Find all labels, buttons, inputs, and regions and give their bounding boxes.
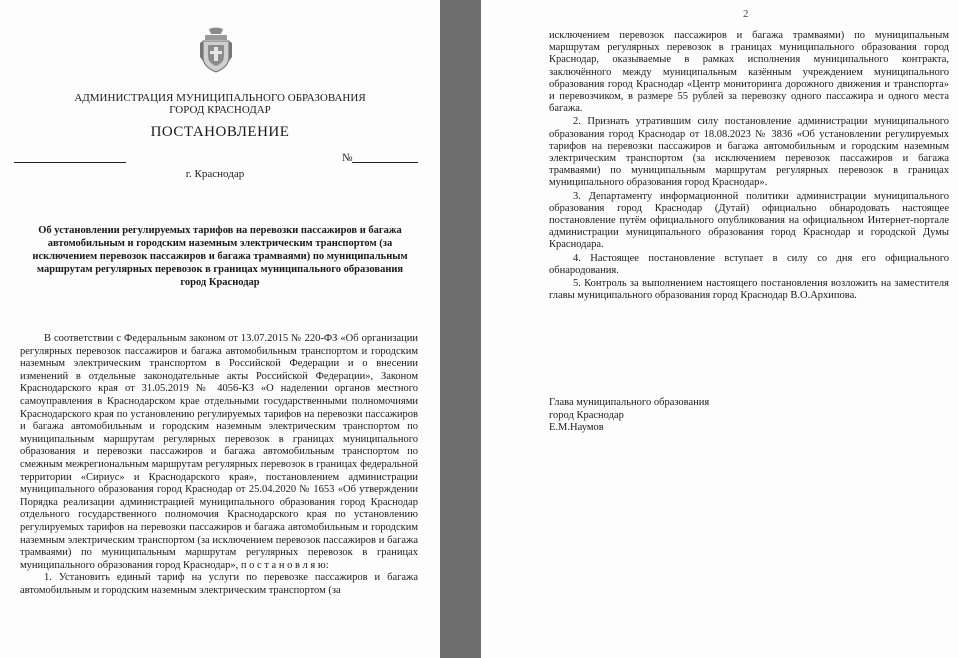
item-5: 5. Контроль за выполнением настоящего постановления возложить на заместителя главы муниципального образования город Краснодар В.О.Архипова. — [549, 278, 949, 302]
coat-of-arms-emblem — [199, 27, 233, 73]
document-body-page-2 — [549, 30, 949, 302]
org-line-1: АДМИНИСТРАЦИЯ МУНИЦИПАЛЬНОГО ОБРАЗОВАНИЯ — [74, 92, 366, 104]
number-blank-line — [352, 162, 418, 163]
signature-block — [549, 397, 849, 435]
item-1-start: 1. Установить единый тариф на услуги по перевозке пассажиров и багажа автомобильным и городским наземным электрическим транспортом (за — [20, 572, 418, 596]
item-1-continuation: исключением перевозок пассажиров и багажа трамваями) по муниципальным маршрутам регулярных перевозок в границах муниципального образования город Краснодар, оказываемые в рамках исполнения муниципального контракта, заключённого между муниципальным казённым учреждением муниципального образования город Краснодар «Центр мониторинга дорожного движения и транспорта» и перевозчиком, в размере 55 рублей за перевозку одного пассажира и одного места багажа. — [549, 30, 949, 115]
item-3: 3. Департаменту информационной политики администрации муниципального образования город Краснодар (Дутай) официально обнародовать настоящее постановление путём официального опубликования на официальном Интернет-портале администрации муниципального образования город Краснодар и городской Думы Краснодара. — [549, 190, 949, 251]
signature-title-line-2: город Краснодар — [549, 409, 624, 421]
document-title: Об установлении регулируемых тарифов на перевозки пассажиров и багажа автомобильным и городским наземным электрическим транспортом (за исключением перевозок пассажиров и багажа трамваями) по муниципальным маршрутам регулярных перевозок в границах муниципального образования город Краснодар — [32, 225, 408, 288]
page-number: 2 — [743, 8, 749, 20]
signatory-name: Е.М.Наумов — [549, 422, 604, 433]
signature-title-line-1: Глава муниципального образования — [549, 397, 710, 408]
preamble-paragraph: В соответствии с Федеральным законом от 13.07.2015 № 220-ФЗ «Об организации регулярных перевозок пассажиров и багажа автомобильным транспортом и городским наземным электрическим транспортом в Российской Федерации и о внесении изменений в отдельные законодательные акты Российской Федерации», Законом Краснодарского края от 31.05.2019 № 4056-КЗ «О наделении органов местного самоуправления в Краснодарском крае отдельными государственными полномочиями Краснодарского края по установлению регулируемых тарифов на перевозки пассажиров и багажа автомобильным и городским наземным электрическим транспортом по муниципальным маршрутам регулярных перевозок в границах муниципального образования и перевозки пассажиров и багажа автомобильным транспортом по смежным межрегиональным маршрутам регулярных перевозок в границах федеральной территории «Сириус» и Краснодарского края», постановлением администрации муниципального образования город Краснодар от 25.04.2020 № 1653 «Об утверждении Порядка реализации администрацией муниципального образования город Краснодар отдельного государственного полномочия Краснодарского края по установлению регулируемых тарифов на перевозки пассажиров и багажа автомобильным и городским наземным электрическим транспортом (за исключением перевозок пассажиров и багажа трамваями) по муниципальным маршрутам регулярных перевозок в границах муниципального образования город Краснодар», п о с т а н о в л я ю: — [20, 333, 418, 571]
document-type-heading: ПОСТАНОВЛЕНИЕ — [150, 124, 290, 140]
number-label: № — [342, 152, 353, 164]
city-name: г. Краснодар — [185, 168, 245, 180]
document-page-2 — [481, 0, 959, 658]
item-4: 4. Настоящее постановление вступает в силу со дня его официального обнародования. — [549, 252, 949, 276]
organization-name — [20, 92, 420, 116]
page-separator — [440, 0, 481, 658]
org-line-2: ГОРОД КРАСНОДАР — [169, 104, 271, 116]
date-blank-line — [14, 162, 126, 163]
document-body-page-1 — [20, 333, 418, 597]
item-2: 2. Признать утратившим силу постановление администрации муниципального образования город Краснодар от 18.08.2023 № 3836 «Об установлении регулируемых тарифов на перевозки пассажиров и багажа автомобильным и городским наземным электрическим транспортом (за исключением перевозок пассажиров и багажа трамваями) по муниципальным маршрутам регулярных перевозок в границах муниципального образования город Краснодар». — [549, 116, 949, 189]
document-page-1 — [0, 0, 440, 658]
